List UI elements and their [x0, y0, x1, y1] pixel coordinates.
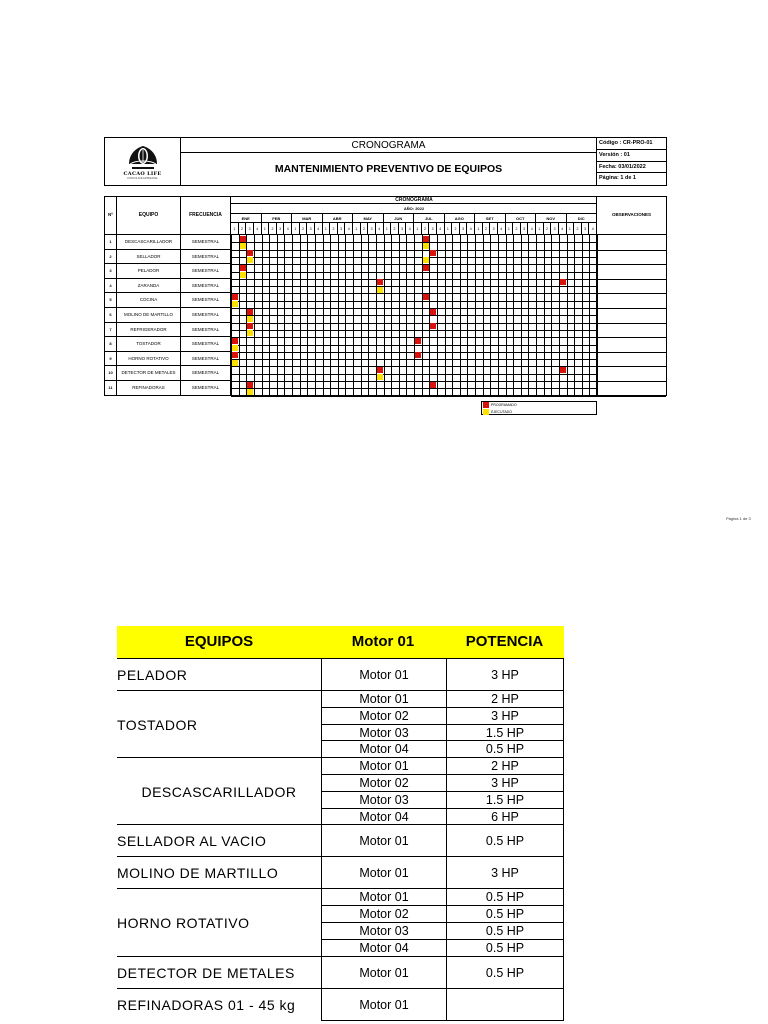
- week-label: 2: [300, 223, 308, 235]
- ejecutado-mark: [247, 257, 253, 263]
- week-label: 1: [536, 223, 544, 235]
- legend-item: [482, 402, 596, 408]
- motor-power: [446, 989, 563, 1020]
- week-label: 4: [559, 223, 567, 235]
- month-jul: JUL: [414, 214, 445, 223]
- motor-name: Motor 04: [359, 940, 409, 955]
- programado-mark: [377, 279, 383, 285]
- column-header-number: Nº: [105, 197, 117, 235]
- company-logo: [105, 138, 181, 185]
- motor-table-header: [117, 626, 564, 658]
- week-label: 1: [567, 223, 575, 235]
- motor-group-equipo: REFINADORAS 01 - 45 kg: [117, 996, 296, 1013]
- motor-power: 0.5 HP: [446, 957, 563, 988]
- grid-line: [231, 308, 597, 309]
- row-equipo: PELADOR: [117, 264, 181, 279]
- week-label: 3: [551, 223, 559, 235]
- motor-row: [322, 691, 563, 708]
- week-label: 3: [429, 223, 437, 235]
- motor-row: [322, 825, 563, 857]
- observation-line: [597, 396, 666, 397]
- grid-line: [231, 330, 597, 331]
- month-nov: NOV: [536, 214, 567, 223]
- motor-power: 1.5 HP: [446, 725, 563, 741]
- ejecutado-mark: [232, 345, 238, 351]
- row-equipo: TOSTADOR: [117, 337, 181, 352]
- motor-group-equipo: PELADOR: [117, 667, 188, 683]
- motor-name: Motor 01: [359, 890, 409, 905]
- grid-line: [231, 345, 597, 346]
- week-label: 4: [437, 223, 445, 235]
- row-number: 5: [105, 293, 117, 308]
- month-dic: DIC: [567, 214, 598, 223]
- motor-name: Motor 01: [359, 834, 409, 849]
- motor-row: [322, 923, 563, 940]
- observation-line: [597, 264, 666, 265]
- row-equipo: REFINADORAS: [117, 381, 181, 396]
- observation-line: [597, 250, 666, 251]
- grid-line: [231, 366, 597, 367]
- month-set: SET: [475, 214, 506, 223]
- row-number: 1: [105, 235, 117, 250]
- row-number: 2: [105, 250, 117, 265]
- grid-line: [231, 257, 597, 258]
- grid-line: [231, 381, 597, 382]
- grid-line: [231, 359, 597, 360]
- row-number: 6: [105, 308, 117, 323]
- week-label: 3: [368, 223, 376, 235]
- week-label: 1: [292, 223, 300, 235]
- schedule-legend: [481, 401, 597, 415]
- ejecutado-mark: [232, 301, 238, 307]
- programado-mark: [247, 323, 253, 329]
- motor-name: Motor 02: [359, 775, 409, 790]
- observation-line: [597, 323, 666, 324]
- month-ene: ENE: [231, 214, 262, 223]
- week-label: 2: [513, 223, 521, 235]
- row-equipo: DESCASCARILLADOR: [117, 235, 181, 250]
- week-label: 2: [239, 223, 247, 235]
- motor-group-equipo: MOLINO DE MARTILLO: [117, 865, 279, 882]
- week-label: 4: [345, 223, 353, 235]
- grid-line: [231, 242, 597, 243]
- motor-row: [322, 857, 563, 889]
- programado-mark: [423, 294, 429, 300]
- month-may: MAY: [353, 214, 384, 223]
- ejecutado-mark: [247, 330, 253, 336]
- row-frecuencia: SEMESTRAL: [181, 308, 231, 323]
- week-label: 2: [391, 223, 399, 235]
- grid-line: [231, 272, 597, 273]
- week-label: 4: [376, 223, 384, 235]
- schedule-title: CRONOGRAMA: [231, 197, 597, 204]
- grid-line: [231, 374, 597, 375]
- motor-group: [117, 690, 564, 757]
- grid-line: [231, 315, 597, 316]
- row-frecuencia: SEMESTRAL: [181, 235, 231, 250]
- motor-name: Motor 02: [359, 708, 409, 723]
- grid-line: [231, 279, 597, 280]
- ejecutado-mark: [423, 243, 429, 249]
- week-label: 3: [521, 223, 529, 235]
- motor-name: Motor 04: [359, 809, 409, 824]
- row-equipo: DETECTOR DE METALES: [117, 366, 181, 381]
- logo-subtext: CHOCOLATE ARTESANAL: [127, 176, 158, 180]
- row-frecuencia: SEMESTRAL: [181, 279, 231, 294]
- ejecutado-mark: [247, 316, 253, 322]
- motor-name: Motor 04: [359, 742, 409, 757]
- legend-swatch: [483, 402, 489, 408]
- motor-row: [322, 758, 563, 775]
- motor-power: 3 HP: [446, 659, 563, 690]
- header-potencia: POTENCIA: [465, 633, 544, 650]
- programado-mark: [240, 265, 246, 271]
- month-feb: FEB: [262, 214, 293, 223]
- week-label: 2: [330, 223, 338, 235]
- programado-mark: [560, 367, 566, 373]
- week-label: 4: [498, 223, 506, 235]
- motor-group-cells: [321, 758, 564, 825]
- motor-power: 2 HP: [446, 758, 563, 774]
- programado-mark: [430, 309, 436, 315]
- row-number: 7: [105, 323, 117, 338]
- ejecutado-mark: [247, 389, 253, 395]
- row-equipo: REFRIGERADOR: [117, 323, 181, 338]
- legend-label: EJECUTADO: [491, 409, 512, 414]
- motor-group: [117, 757, 564, 824]
- motor-row: [322, 989, 563, 1021]
- document-meta: [597, 138, 666, 185]
- week-label: 1: [231, 223, 239, 235]
- programado-mark: [430, 250, 436, 256]
- motor-group-equipo: SELLADOR AL VACIO: [117, 833, 267, 850]
- week-label: 1: [414, 223, 422, 235]
- programado-mark: [430, 323, 436, 329]
- ejecutado-mark: [240, 243, 246, 249]
- programado-mark: [232, 338, 238, 344]
- programado-mark: [232, 294, 238, 300]
- motor-group: [117, 956, 564, 988]
- row-number: 3: [105, 264, 117, 279]
- month-jun: JUN: [384, 214, 415, 223]
- motor-name: Motor 03: [359, 792, 409, 807]
- motor-row: [322, 940, 563, 957]
- programado-mark: [247, 382, 253, 388]
- week-label: 4: [284, 223, 292, 235]
- row-frecuencia: SEMESTRAL: [181, 366, 231, 381]
- motor-group: [117, 824, 564, 856]
- motor-power: 0.5 HP: [446, 741, 563, 757]
- motor-name: Motor 03: [359, 923, 409, 938]
- motor-power: 6 HP: [446, 809, 563, 825]
- week-label: 1: [445, 223, 453, 235]
- motor-power: 0.5 HP: [446, 825, 563, 856]
- week-label: 3: [307, 223, 315, 235]
- programado-mark: [430, 382, 436, 388]
- programado-mark: [560, 279, 566, 285]
- month-ago: AGO: [445, 214, 476, 223]
- ejecutado-mark: [232, 360, 238, 366]
- ejecutado-mark: [377, 287, 383, 293]
- motor-power: 3 HP: [446, 857, 563, 888]
- column-header-observaciones: OBSERVACIONES: [597, 197, 666, 235]
- motor-row: [322, 775, 563, 792]
- motor-power: 3 HP: [446, 775, 563, 791]
- week-label: 2: [361, 223, 369, 235]
- programado-mark: [415, 338, 421, 344]
- row-frecuencia: SEMESTRAL: [181, 250, 231, 265]
- row-frecuencia: SEMESTRAL: [181, 264, 231, 279]
- meta-version: Versión : 01: [597, 150, 666, 162]
- month-abr: ABR: [323, 214, 354, 223]
- cacao-pod-icon: [126, 144, 160, 170]
- grid-line: [231, 337, 597, 338]
- motor-name: Motor 01: [359, 965, 409, 980]
- grid-line: [231, 323, 597, 324]
- row-equipo: SELLADOR: [117, 250, 181, 265]
- motor-name: Motor 01: [359, 668, 409, 682]
- row-frecuencia: SEMESTRAL: [181, 337, 231, 352]
- motor-group-equipo: DETECTOR DE METALES: [117, 964, 295, 981]
- motor-name: Motor 02: [359, 907, 409, 922]
- row-equipo: COCINA: [117, 293, 181, 308]
- observation-line: [597, 308, 666, 309]
- programado-mark: [240, 236, 246, 242]
- motor-power: 0.5 HP: [446, 889, 563, 905]
- motor-group: [117, 988, 564, 1020]
- week-label: 4: [406, 223, 414, 235]
- grid-line: [231, 301, 597, 302]
- motor-power: 0.5 HP: [446, 940, 563, 956]
- document-title: CRONOGRAMA: [181, 138, 597, 153]
- motor-power: 1.5 HP: [446, 792, 563, 808]
- grid-line: [231, 250, 597, 251]
- motor-power: 0.5 HP: [446, 906, 563, 922]
- motor-group-cells: [321, 825, 564, 857]
- motor-group: [117, 888, 564, 955]
- week-label: 1: [506, 223, 514, 235]
- motor-power: 2 HP: [446, 691, 563, 707]
- motor-name: Motor 03: [359, 725, 409, 740]
- motor-row: [322, 708, 563, 725]
- meta-fecha: Fecha: 03/01/2022: [597, 162, 666, 174]
- motor-group: [117, 856, 564, 888]
- motor-group-cells: [321, 889, 564, 956]
- week-label: 2: [574, 223, 582, 235]
- meta-pagina: Página: 1 de 1: [599, 175, 636, 182]
- week-label: 3: [460, 223, 468, 235]
- week-label: 2: [422, 223, 430, 235]
- row-frecuencia: SEMESTRAL: [181, 323, 231, 338]
- month-oct: OCT: [506, 214, 537, 223]
- row-equipo: HORNO ROTATIVO: [117, 352, 181, 367]
- legend-label: PROGRAMADO: [491, 403, 517, 407]
- motor-name: Motor 01: [359, 997, 409, 1012]
- schedule-year: AÑO: 2022: [231, 204, 597, 214]
- week-label: 2: [269, 223, 277, 235]
- week-label: 1: [475, 223, 483, 235]
- programado-mark: [377, 367, 383, 373]
- ejecutado-mark: [377, 374, 383, 380]
- week-label: 3: [490, 223, 498, 235]
- row-number: 10: [105, 366, 117, 381]
- row-number: 9: [105, 352, 117, 367]
- grid-line: [231, 352, 597, 353]
- motor-group-cells: [321, 691, 564, 758]
- week-label: 3: [246, 223, 254, 235]
- motor-row: [322, 725, 563, 742]
- observation-line: [597, 293, 666, 294]
- week-label: 4: [467, 223, 475, 235]
- row-equipo: MOLINO DE MARTILLO: [117, 308, 181, 323]
- week-label: 3: [399, 223, 407, 235]
- logo-text: CACAO LIFE: [123, 170, 162, 177]
- grid-line: [231, 264, 597, 265]
- observation-line: [597, 352, 666, 353]
- week-label: 4: [254, 223, 262, 235]
- motor-power-table: [117, 626, 564, 1024]
- legend-swatch: [483, 409, 489, 415]
- programado-mark: [423, 236, 429, 242]
- motor-name: Motor 01: [359, 866, 409, 881]
- motor-name: Motor 01: [359, 759, 409, 774]
- motor-group: [117, 658, 564, 690]
- motor-row: [322, 809, 563, 826]
- programado-mark: [232, 352, 238, 358]
- grid-line: [231, 396, 597, 397]
- week-label: 2: [452, 223, 460, 235]
- motor-row: [322, 792, 563, 809]
- week-label: 2: [544, 223, 552, 235]
- week-label: 3: [582, 223, 590, 235]
- motor-row: [322, 889, 563, 906]
- programado-mark: [247, 250, 253, 256]
- observation-line: [597, 366, 666, 367]
- motor-group-equipo: HORNO ROTATIVO: [117, 914, 250, 931]
- programado-mark: [415, 352, 421, 358]
- programado-mark: [247, 309, 253, 315]
- ejecutado-mark: [240, 272, 246, 278]
- motor-row: [322, 957, 563, 989]
- column-header-equipo: EQUIPO: [117, 197, 181, 235]
- meta-codigo: Código : CR-PRO-01: [597, 138, 666, 150]
- programado-mark: [423, 265, 429, 271]
- maintenance-schedule-grid: [104, 196, 597, 396]
- header-motor: Motor 01: [351, 633, 415, 650]
- week-label: 3: [277, 223, 285, 235]
- row-frecuencia: SEMESTRAL: [181, 381, 231, 396]
- week-label: 4: [315, 223, 323, 235]
- motor-group-cells: [321, 957, 564, 989]
- header-equipos: EQUIPOS: [184, 633, 254, 650]
- grid-line: [231, 388, 597, 389]
- document-header: [104, 137, 667, 186]
- ejecutado-mark: [423, 257, 429, 263]
- motor-name: Motor 01: [359, 692, 409, 706]
- week-label: 3: [338, 223, 346, 235]
- week-label: 1: [353, 223, 361, 235]
- row-frecuencia: SEMESTRAL: [181, 352, 231, 367]
- motor-row: [322, 906, 563, 923]
- motor-power: 3 HP: [446, 708, 563, 724]
- motor-row: [322, 659, 563, 691]
- motor-group-equipo: TOSTADOR: [117, 716, 198, 733]
- motor-row: [322, 741, 563, 758]
- document-subtitle: MANTENIMIENTO PREVENTIVO DE EQUIPOS: [181, 153, 597, 185]
- week-label: 1: [262, 223, 270, 235]
- observation-line: [597, 381, 666, 382]
- observation-line: [597, 279, 666, 280]
- column-header-frecuencia: FRECUENCIA: [181, 197, 231, 235]
- row-number: 4: [105, 279, 117, 294]
- week-label: 1: [384, 223, 392, 235]
- row-number: 8: [105, 337, 117, 352]
- legend-item: [482, 409, 596, 415]
- motor-group-cells: [321, 989, 564, 1021]
- motor-group-cells: [321, 659, 564, 691]
- motor-power: 0.5 HP: [446, 923, 563, 939]
- week-label: 1: [323, 223, 331, 235]
- row-equipo: ZARANDA: [117, 279, 181, 294]
- motor-group-cells: [321, 857, 564, 889]
- motor-group-equipo: DESCASCARILLADOR: [141, 783, 297, 800]
- week-label: 4: [589, 223, 597, 235]
- page-footer: Página 1 de 3: [726, 516, 751, 521]
- grid-line: [231, 293, 597, 294]
- grid-line: [231, 286, 597, 287]
- observations-column: [597, 196, 667, 396]
- month-mar: MAR: [292, 214, 323, 223]
- week-label: 4: [528, 223, 536, 235]
- week-label: 2: [483, 223, 491, 235]
- row-number: 11: [105, 381, 117, 396]
- row-frecuencia: SEMESTRAL: [181, 293, 231, 308]
- observation-line: [597, 337, 666, 338]
